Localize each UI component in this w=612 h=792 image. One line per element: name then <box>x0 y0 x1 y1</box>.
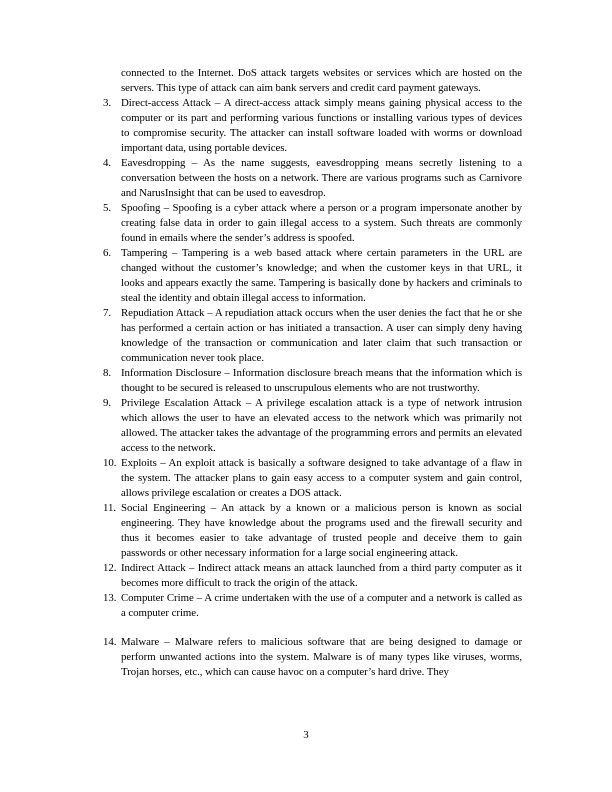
list-item <box>103 366 522 396</box>
list-item-text: Indirect Attack – Indirect attack means an attack launched from a third party computer as it becomes more difficult to track the origin of the attack. <box>121 562 522 589</box>
list-item-text: Malware – Malware refers to malicious software that are being designed to damage or perform unwanted actions into the system. Malware is of many types like viruses, worms, Trojan horses, etc., which can cause havoc on a computer’s hard drive. They <box>121 636 522 678</box>
list-item-number: 11. <box>103 502 117 514</box>
list-item <box>103 156 522 201</box>
list-item <box>103 456 522 501</box>
list-item-text: Computer Crime – A crime undertaken with the use of a computer and a network is called as a computer crime. <box>121 592 522 619</box>
list-item-number: 8. <box>103 367 112 379</box>
list-item-number: 10. <box>103 457 117 469</box>
list-item-text: Repudiation Attack – A repudiation attack occurs when the user denies the fact that he or she has performed a certain action or has initiated a transaction. A user can simply deny having knowledge of the transaction or communication and later claim that such transaction or communication never took place. <box>121 307 522 364</box>
list-item <box>103 635 522 680</box>
list-item-number: 7. <box>103 307 112 319</box>
list-item <box>103 591 522 621</box>
list-item <box>103 306 522 366</box>
page-number: 3 <box>303 729 309 741</box>
list-item-number: 5. <box>103 202 112 214</box>
list-item-number: 14. <box>103 636 117 648</box>
list-item-number: 12. <box>103 562 117 574</box>
list-item <box>103 96 522 156</box>
list-item-number: 3. <box>103 97 112 109</box>
list-item-text: Privilege Escalation Attack – A privilege escalation attack is a type of network intrusion which allows the user to have an elevated access to the network which was primarily not allowed. The attacker takes the advantage of the programming errors and permits an elevated access to the network. <box>121 397 522 454</box>
list-item <box>103 561 522 591</box>
list-item-number: 4. <box>103 157 112 169</box>
list-item-number: 9. <box>103 397 112 409</box>
list-item-text: Exploits – An exploit attack is basically a software designed to take advantage of a flaw in the system. The attacker plans to gain easy access to a computer system and gain control, allows privilege escalation or creates a DOS attack. <box>121 457 522 499</box>
list-item-number: 13. <box>103 592 117 604</box>
list-item <box>103 246 522 306</box>
list-item-text: Spoofing – Spoofing is a cyber attack where a person or a program impersonate another by creating false data in order to gain illegal access to a system. Such threats are commonly found in emails where the sender’s address is spoofed. <box>121 202 522 244</box>
attack-types-list <box>103 96 522 680</box>
list-item-text: Direct-access Attack – A direct-access attack simply means gaining physical access to the computer or its part and performing various functions or installing various types of devices to compromise security. The attacker can install software loaded with worms or download important data, using portable devices. <box>121 97 522 154</box>
paragraph-continuation: connected to the Internet. DoS attack targets websites or services which are hosted on the servers. This type of attack can aim bank servers and credit card payment gateways. <box>121 67 522 94</box>
list-item-text: Eavesdropping – As the name suggests, eavesdropping means secretly listening to a conversation between the hosts on a network. There are various programs such as Carnivore and NarusInsight that can be used to eavesdrop. <box>121 157 522 199</box>
list-item <box>103 501 522 561</box>
list-item <box>103 396 522 456</box>
list-item <box>103 201 522 246</box>
list-item-text: Social Engineering – An attack by a known or a malicious person is known as social engineering. They have knowledge about the programs used and the firewall security and thus it becomes easier to take advantage of trusted people and deceive them to gain passwords or other necessary information for a large social engineering attack. <box>121 502 522 559</box>
page-content <box>103 66 522 680</box>
list-item-text: Tampering – Tampering is a web based attack where certain parameters in the URL are changed without the customer’s knowledge; and when the customer keys in that URL, it looks and appears exactly the same. Tampering is basically done by hackers and criminals to steal the identity and obtain illegal access to information. <box>121 247 522 304</box>
list-item-text: Information Disclosure – Information disclosure breach means that the information which is thought to be secured is released to unscrupulous elements who are not trustworthy. <box>121 367 522 394</box>
list-item-number: 6. <box>103 247 112 259</box>
